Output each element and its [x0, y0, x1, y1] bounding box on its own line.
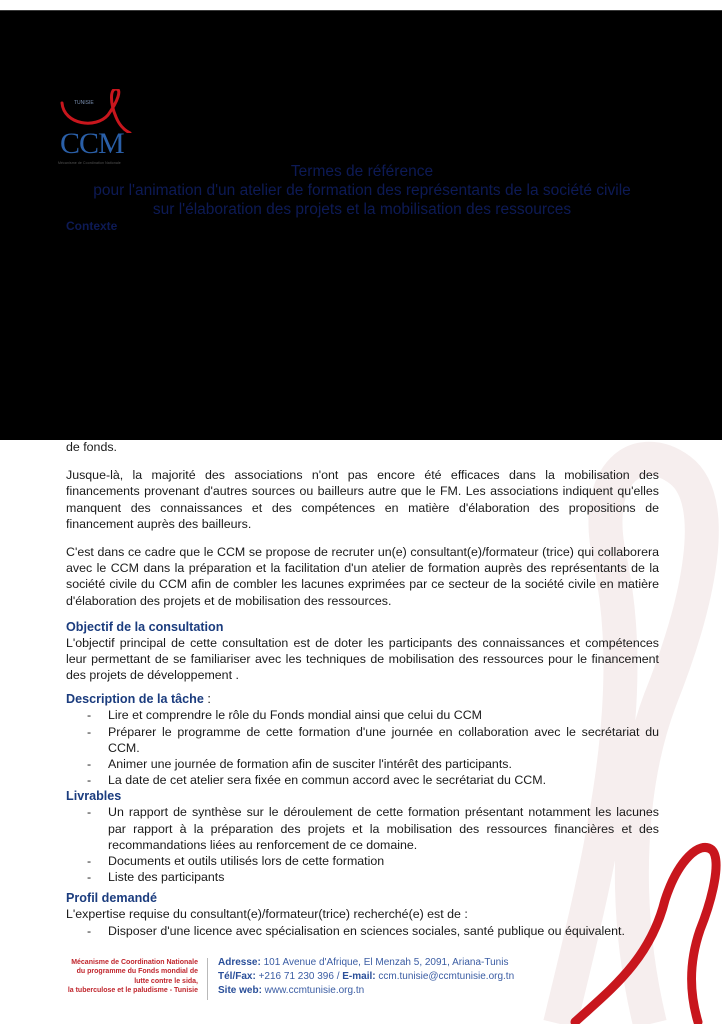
footer-divider: [207, 958, 208, 1000]
title-line-3: sur l'élaboration des projets et la mobilisation des ressources: [152, 201, 572, 218]
list-item: - Disposer d'une licence avec spécialisation en sciences sociales, santé publique ou équivalent.: [108, 923, 659, 939]
list-item: - Documents et outils utilisés lors de cette formation: [108, 853, 659, 869]
page-footer: [30, 958, 630, 1002]
contexte-paragraph-2: C'est dans ce cadre que le CCM se propose de recruter un(e) consultant(e)/formateur (trice) qui collaborera avec le CCM dans la préparation et la facilitation d'un atelier de formation auprès des représentants de la société civile du CCM afin de combler les lacunes exprimées par ce secteur de la société civile en matière d'élaboration des projets et de mobilisation des ressources.: [66, 545, 659, 608]
section-heading-objectif: Objectif de la consultation: [66, 619, 224, 634]
website-link[interactable]: www.ccmtunisie.org.tn: [261, 985, 365, 996]
description-heading-text: Description de la tâche: [66, 692, 204, 707]
contexte-paragraph-1: Jusque-là, la majorité des associations n'ont pas encore été efficaces dans la mobilisation des financements provenant d'autres sources ou bailleurs autre que le FM. Les associations indiquent qu'elles manquent des connaissances et des compétences en matière d'élaboration des propositions de financement auprès des bailleurs.: [66, 468, 659, 531]
list-item: - Liste des participants: [108, 869, 659, 885]
section-heading-description: [66, 691, 659, 707]
ccm-logo: [56, 89, 152, 173]
profil-intro: L'expertise requise du consultant(e)/formateur(trice) recherché(e) est de :: [66, 907, 468, 922]
footer-org-line: lutte contre le sida,: [134, 977, 198, 985]
web-label: Site web:: [218, 985, 262, 996]
email-link[interactable]: ccm.tunisie@ccmtunisie.org.tn: [375, 971, 515, 982]
list-item: - Un rapport de synthèse sur le déroulement de cette formation présentant notamment les lacunes par rapport à la préparation des projets et la mobilisation des ressources financières et des recommandations liées au renforcement de ce domaine.: [108, 804, 659, 853]
contexte-tail: de fonds.: [66, 440, 117, 454]
footer-address: [218, 956, 514, 970]
list-item: - Animer une journée de formation afin de susciter l'intérêt des participants.: [108, 756, 659, 772]
footer-org-line: la tuberculose et le paludisme - Tunisie: [67, 987, 198, 995]
description-heading-suffix: :: [203, 692, 211, 707]
section-heading-livrables: Livrables: [66, 789, 122, 804]
profil-list: [66, 923, 659, 939]
document-body: [66, 439, 659, 939]
footer-contact: [218, 956, 514, 998]
footer-website: [218, 984, 514, 998]
objectif-text: L'objectif principal de cette consultation est de doter les participants des connaissances et compétences leur permettant de se familiariser avec les techniques de mobilisation des ressources pour le financement des projets de développement .: [66, 635, 659, 683]
footer-organization: [30, 958, 198, 996]
address-value: 101 Avenue d'Afrique, El Menzah 5, 2091, Ariana-Tunis: [260, 957, 509, 968]
footer-org-line: Mécanisme de Coordination Nationale: [71, 959, 198, 966]
list-item: - La date de cet atelier sera fixée en commun accord avec le secrétariat du CCM.: [108, 772, 659, 788]
address-label: Adresse:: [218, 957, 261, 968]
section-heading-contexte: Contexte: [66, 219, 118, 233]
logo-text: CCM: [60, 127, 124, 160]
title-line-1: Termes de référence: [290, 163, 434, 180]
footer-tel-email: [218, 970, 514, 984]
section-heading-profil: Profil demandé: [66, 891, 157, 906]
document-title: [50, 162, 674, 219]
footer-org-line: du programme du Fonds mondial de: [76, 968, 198, 976]
tel-value: +216 71 230 396 /: [255, 971, 343, 982]
title-line-2: pour l'animation d'un atelier de formation des représentants de la société civile: [93, 182, 631, 199]
tel-label: Tél/Fax:: [218, 971, 256, 982]
description-list: [66, 707, 659, 788]
livrables-list: [66, 804, 659, 885]
logo-tagline: TUNISIE: [74, 100, 94, 106]
email-label: E-mail:: [342, 971, 376, 982]
list-item: - Préparer le programme de cette formation d'une journée en collaboration avec le secrétariat du CCM.: [108, 724, 659, 756]
list-item: - Lire et comprendre le rôle du Fonds mondial ainsi que celui du CCM: [108, 707, 659, 723]
redaction-overlay: [0, 10, 722, 440]
logo-subtitle: Mécanisme de Coordination Nationale: [58, 161, 121, 165]
